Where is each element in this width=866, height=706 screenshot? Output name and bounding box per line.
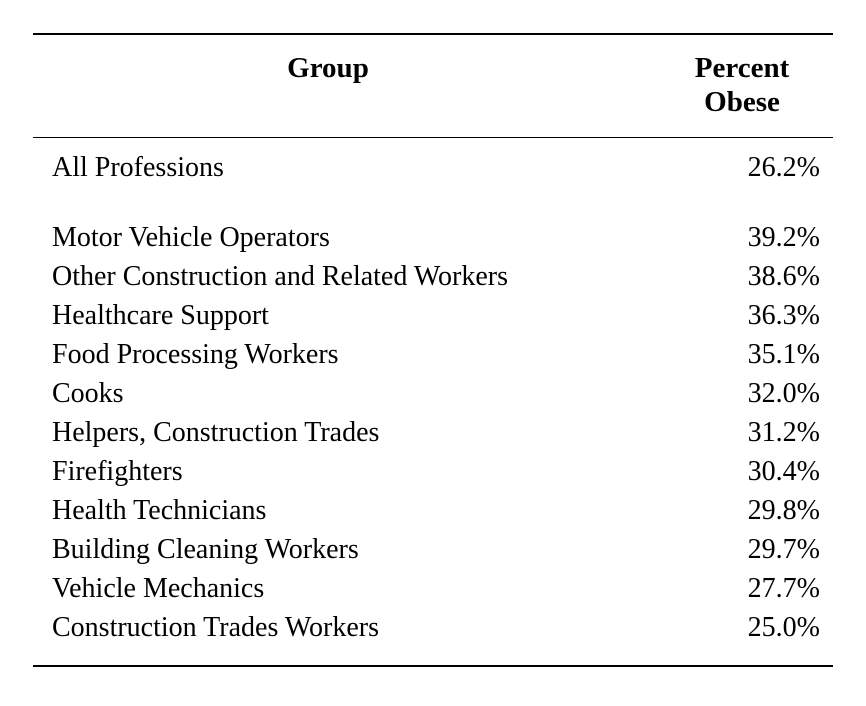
table-row (33, 302, 833, 341)
cell-group: Other Construction and Related Workers (52, 261, 509, 293)
table-row (33, 224, 833, 263)
cell-group: Food Processing Workers (52, 339, 339, 371)
cell-percent: 29.8% (747, 495, 820, 527)
cell-percent: 38.6% (747, 261, 820, 293)
table-row (33, 614, 833, 666)
bottom-rule (33, 666, 833, 667)
cell-percent: 30.4% (747, 456, 820, 488)
cell-percent: 32.0% (747, 378, 820, 410)
table-row (33, 380, 833, 419)
table-row-summary (33, 138, 833, 193)
column-header-percent-line2: Obese (704, 85, 780, 118)
table-row (33, 263, 833, 302)
column-header-percent-line1: Percent (694, 52, 790, 84)
cell-group: All Professions (52, 152, 224, 184)
cell-percent: 39.2% (747, 222, 820, 254)
cell-percent: 25.0% (747, 612, 820, 644)
table-row (33, 497, 833, 536)
table-body (33, 138, 833, 667)
row-spacer (33, 193, 833, 224)
cell-group: Helpers, Construction Trades (52, 417, 380, 449)
table-row (33, 458, 833, 497)
table-head (33, 34, 833, 138)
cell-group: Vehicle Mechanics (52, 573, 265, 605)
cell-group: Construction Trades Workers (52, 612, 380, 644)
cell-percent: 35.1% (747, 339, 820, 371)
cell-percent: 27.7% (747, 573, 820, 605)
cell-group: Healthcare Support (52, 300, 269, 332)
cell-percent: 26.2% (747, 152, 820, 184)
table-row (33, 575, 833, 614)
cell-group: Health Technicians (52, 495, 267, 527)
cell-group: Building Cleaning Workers (52, 534, 359, 566)
column-header-group: Group (287, 52, 369, 84)
cell-percent: 36.3% (747, 300, 820, 332)
table-row (33, 536, 833, 575)
table-row (33, 419, 833, 458)
data-table (33, 33, 833, 667)
column-header-percent-obese (653, 35, 833, 138)
table-row (33, 341, 833, 380)
cell-percent: 31.2% (747, 417, 820, 449)
cell-group: Cooks (52, 378, 124, 410)
cell-group: Motor Vehicle Operators (52, 222, 330, 254)
header-row (33, 35, 833, 138)
obesity-by-profession-table (33, 33, 833, 667)
cell-percent: 29.7% (747, 534, 820, 566)
cell-group: Firefighters (52, 456, 183, 488)
